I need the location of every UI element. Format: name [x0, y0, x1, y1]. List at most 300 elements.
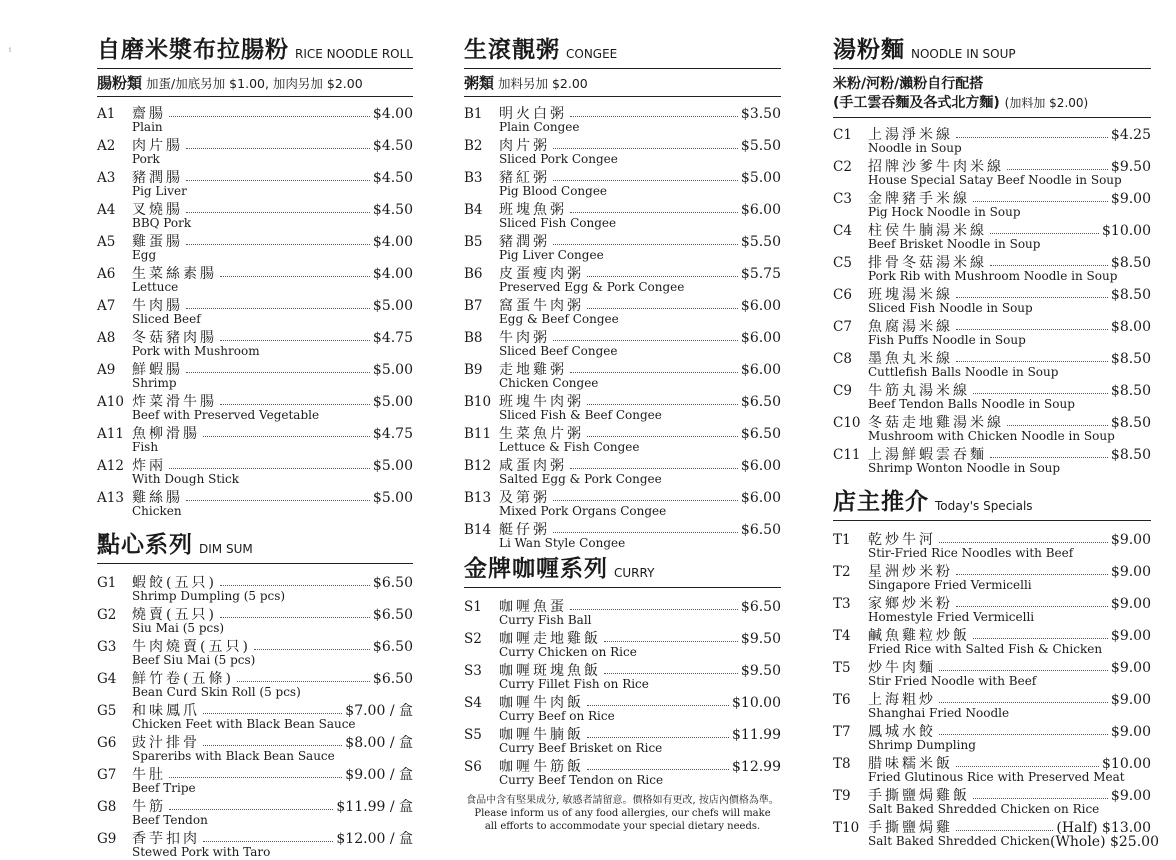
item-line-2 [499, 280, 781, 294]
dot-leader [220, 584, 370, 586]
menu-item [97, 359, 413, 391]
item-price: $10.00 [1102, 756, 1151, 772]
item-line [868, 156, 1151, 173]
item-body [499, 231, 781, 263]
item-body [499, 135, 781, 167]
item-line [499, 327, 781, 344]
item-line-2 [499, 120, 781, 134]
item-name-cn: 鹹魚雞粒炒飯 [868, 628, 970, 644]
item-name-cn: 上湯淨米線 [868, 127, 953, 143]
item-code: C5 [833, 255, 852, 271]
item-line-2 [132, 813, 413, 827]
item-line [499, 103, 781, 120]
item-price: $6.50 [740, 426, 781, 442]
item-code: A13 [97, 490, 124, 506]
item-name-en: Pig Liver [132, 184, 187, 198]
item-line-2 [499, 536, 781, 550]
item-code: T5 [833, 660, 851, 676]
item-name-en: Shrimp [132, 376, 177, 390]
item-price: $10.00 [1102, 223, 1151, 239]
item-name-en: Sliced Fish & Beef Congee [499, 408, 662, 422]
menu-item [464, 167, 781, 199]
item-code: B10 [464, 394, 492, 410]
sub-line-2: (手工雲吞麵及各式北方麵) [833, 95, 1000, 111]
item-body [499, 359, 781, 391]
item-line-2 [868, 429, 1151, 443]
item-name-en: Sliced Fish Congee [499, 216, 617, 230]
item-body [868, 657, 1151, 689]
item-name-cn: 明火白粥 [499, 106, 567, 122]
dot-leader [203, 712, 342, 714]
item-name-cn: 炸兩 [132, 458, 166, 474]
item-body [132, 295, 413, 327]
section-title-en: DIM SUM [199, 542, 253, 556]
item-body [132, 199, 413, 231]
item-price: $12.00 / 盒 [336, 831, 413, 847]
item-line [132, 103, 413, 120]
item-price: $5.50 [740, 138, 781, 154]
item-line [132, 700, 413, 717]
item-name-cn: 上湯鮮蝦雲吞麵 [868, 447, 987, 463]
item-price: $4.50 [372, 202, 413, 218]
item-code: T1 [833, 532, 851, 548]
item-name-en: BBQ Pork [132, 216, 192, 230]
item-price: $6.00 [740, 202, 781, 218]
menu-item [97, 636, 413, 668]
menu-item [464, 724, 781, 756]
item-price: $8.50 [1110, 255, 1151, 271]
menu-item [464, 660, 781, 692]
item-name-en: Egg [132, 248, 157, 262]
item-line [499, 423, 781, 440]
noodle-soup-header [833, 36, 1151, 69]
item-body [499, 103, 781, 135]
dot-leader [939, 733, 1108, 735]
item-name-en: Lettuce & Fish Congee [499, 440, 640, 454]
item-line-2 [132, 184, 413, 198]
item-name-en: Beef Siu Mai (5 pcs) [132, 653, 256, 667]
item-line [132, 295, 413, 312]
item-code: A11 [97, 426, 124, 442]
rice-noodle-roll-list [97, 103, 413, 519]
item-name-cn: 艇仔粥 [499, 522, 550, 538]
item-price: $5.00 [372, 458, 413, 474]
item-body [868, 284, 1151, 316]
item-line [868, 188, 1151, 205]
menu-item [833, 657, 1151, 689]
menu-item [464, 295, 781, 327]
item-price: $6.00 [740, 330, 781, 346]
item-line-2 [499, 184, 781, 198]
dot-leader [570, 608, 738, 610]
column-middle [464, 36, 781, 833]
item-name-en: Sliced Fish Noodle in Soup [868, 301, 1033, 315]
menu-item [97, 199, 413, 231]
sub-title-cn: 粥類 [464, 74, 495, 92]
item-code: T2 [833, 564, 851, 580]
item-price: $9.00 [1110, 692, 1151, 708]
item-line [499, 391, 781, 408]
item-code: C8 [833, 351, 852, 367]
menu-item [97, 135, 413, 167]
item-line [868, 785, 1151, 802]
item-code: A6 [97, 266, 116, 282]
item-body [868, 721, 1151, 753]
item-code: S3 [464, 663, 482, 679]
item-name-en: Mixed Pork Organs Congee [499, 504, 667, 518]
item-code: B7 [464, 298, 483, 314]
section-title-cn: 金牌咖喱系列 [464, 556, 608, 582]
item-name-en: Plain Congee [499, 120, 580, 134]
item-price: $8.50 [1110, 383, 1151, 399]
item-body [132, 700, 413, 732]
item-name-cn: 牛肉腸 [132, 298, 183, 314]
menu-item [833, 721, 1151, 753]
item-name-cn: 鮮竹卷(五條) [132, 671, 234, 687]
item-name-en: Shanghai Fried Noodle [868, 706, 1010, 720]
item-name-cn: 星洲炒米粉 [868, 564, 953, 580]
item-line-2 [868, 173, 1151, 187]
item-price-2: (Whole) $25.00 [1050, 834, 1159, 850]
item-price: $8.50 [1110, 351, 1151, 367]
item-body [868, 348, 1151, 380]
item-name-en: Salted Egg & Pork Congee [499, 472, 662, 486]
item-code: T6 [833, 692, 851, 708]
item-code: A1 [97, 106, 116, 122]
item-name-en: Pork [132, 152, 160, 166]
menu-item [464, 103, 781, 135]
item-name-en: Curry Chicken on Rice [499, 645, 637, 659]
dot-leader [939, 669, 1108, 671]
item-line-2 [868, 738, 1151, 752]
item-body [132, 263, 413, 295]
item-name-en: Beef Brisket Noodle in Soup [868, 237, 1041, 251]
item-price: $9.00 [1110, 596, 1151, 612]
item-line-2 [499, 741, 781, 755]
item-code: A7 [97, 298, 116, 314]
item-line-2 [868, 365, 1151, 379]
item-code: G7 [97, 767, 117, 783]
item-body [132, 732, 413, 764]
allergy-note-en-2: all efforts to accommodate your special dietary needs. [484, 821, 761, 832]
item-body [499, 628, 781, 660]
item-line-2 [499, 216, 781, 230]
item-line [132, 828, 413, 845]
section-title-en: NOODLE IN SOUP [911, 47, 1016, 61]
item-body [868, 220, 1151, 252]
item-name-cn: 腊味糯米飯 [868, 756, 953, 772]
item-name-en: Chicken Feet with Black Bean Sauce [132, 717, 356, 731]
menu-item [464, 487, 781, 519]
item-name-en: Pig Hock Noodle in Soup [868, 205, 1021, 219]
item-code: G3 [97, 639, 117, 655]
item-name-en: Bean Curd Skin Roll (5 pcs) [132, 685, 301, 699]
menu-item [97, 732, 413, 764]
item-line-2 [499, 677, 781, 691]
dot-leader [186, 499, 370, 501]
item-name-en: Curry Beef Brisket on Rice [499, 741, 663, 755]
item-price: $9.50 [1110, 159, 1151, 175]
item-code: B2 [464, 138, 483, 154]
item-line [132, 796, 413, 813]
item-line-2 [499, 773, 781, 787]
item-body [132, 636, 413, 668]
dot-leader [570, 115, 738, 117]
dot-leader [186, 307, 370, 309]
item-line [132, 263, 413, 280]
item-line-2 [499, 376, 781, 390]
menu-item [833, 561, 1151, 593]
item-name-en: Salt Baked Shredded Chicken [868, 834, 1051, 848]
menu-item [97, 764, 413, 796]
menu-item [97, 103, 413, 135]
menu-item [97, 295, 413, 327]
item-line-2 [132, 312, 413, 326]
item-body [868, 188, 1151, 220]
item-line-2 [499, 645, 781, 659]
menu-item [464, 628, 781, 660]
dot-leader [186, 211, 370, 213]
item-price: $5.00 [740, 170, 781, 186]
item-price: $3.50 [740, 106, 781, 122]
item-name-en: Cuttlefish Balls Noodle in Soup [868, 365, 1059, 379]
section-title-cn: 自磨米漿布拉腸粉 [97, 37, 289, 63]
menu-item [833, 529, 1151, 561]
item-line [499, 167, 781, 184]
menu-item [97, 604, 413, 636]
item-body [868, 156, 1151, 188]
item-line [868, 657, 1151, 674]
item-line [499, 295, 781, 312]
menu-item [464, 135, 781, 167]
item-body [132, 455, 413, 487]
item-line-2 [868, 642, 1151, 656]
item-name-en: Fried Glutinous Rice with Preserved Meat [868, 770, 1125, 784]
dot-leader [956, 328, 1108, 330]
item-name-en: Mushroom with Chicken Noodle in Soup [868, 429, 1115, 443]
item-name-cn: 柱侯牛腩湯米線 [868, 223, 987, 239]
item-name-en: Plain [132, 120, 163, 134]
item-line-2 [499, 709, 781, 723]
item-line [132, 167, 413, 184]
item-body [868, 753, 1151, 785]
item-name-cn: 墨魚丸米線 [868, 351, 953, 367]
item-name-cn: 家鄉炒米粉 [868, 596, 953, 612]
item-line-2 [868, 770, 1151, 784]
item-price: $8.50 [1110, 415, 1151, 431]
menu-item [833, 316, 1151, 348]
item-line-2 [868, 674, 1151, 688]
item-code: C1 [833, 127, 852, 143]
item-body [132, 796, 413, 828]
item-name-cn: 牛筋 [132, 799, 166, 815]
dot-leader [956, 829, 1053, 831]
item-name-cn: 肉片粥 [499, 138, 550, 154]
item-code: C3 [833, 191, 852, 207]
item-line [132, 423, 413, 440]
menu-item [464, 756, 781, 788]
specials-header [833, 488, 1151, 521]
dot-leader [1007, 168, 1108, 170]
item-name-en: Sliced Beef [132, 312, 201, 326]
dot-leader [203, 840, 333, 842]
item-name-en: Beef Tendon Balls Noodle in Soup [868, 397, 1075, 411]
dot-leader [604, 640, 738, 642]
dot-leader [587, 435, 738, 437]
menu-item [97, 231, 413, 263]
curry-header [464, 555, 781, 588]
item-price: $9.00 / 盒 [345, 767, 413, 783]
item-code: T10 [833, 820, 860, 836]
item-line-2 [868, 706, 1151, 720]
item-name-cn: 班塊湯米線 [868, 287, 953, 303]
item-body [868, 785, 1151, 817]
menu-item [833, 785, 1151, 817]
item-code: A12 [97, 458, 124, 474]
dot-leader [203, 744, 342, 746]
item-name-cn: 豬潤粥 [499, 234, 550, 250]
item-name-en: Shrimp Dumpling [868, 738, 976, 752]
item-name-en: Stir Fried Noodle with Beef [868, 674, 1037, 688]
rice-noodle-roll-header [97, 36, 413, 69]
item-line-2 [132, 504, 413, 518]
item-name-en: Pig Liver Congee [499, 248, 604, 262]
item-price: $5.00 [372, 394, 413, 410]
dot-leader [186, 371, 370, 373]
menu-item [464, 519, 781, 551]
item-name-cn: 冬菇走地雞湯米線 [868, 415, 1004, 431]
item-name-en: Curry Beef on Rice [499, 709, 615, 723]
item-price: $6.00 [740, 298, 781, 314]
allergy-note-en-1: Please inform us of any food allergies, our chefs will make [474, 808, 771, 819]
menu-item [464, 359, 781, 391]
item-body [868, 689, 1151, 721]
item-line-2 [132, 152, 413, 166]
item-name-en: Sliced Beef Congee [499, 344, 618, 358]
menu-item [97, 796, 413, 828]
item-code: G1 [97, 575, 117, 591]
item-line [499, 519, 781, 536]
allergy-note-cn: 食品中含有堅果成分, 敏感者請留意。價格如有更改, 按店內價格為準。 [466, 795, 779, 806]
item-line-2 [132, 685, 413, 699]
item-code: S5 [464, 727, 482, 743]
item-price: $12.99 [732, 759, 781, 775]
menu-item [464, 327, 781, 359]
section-title-en: CURRY [614, 566, 655, 580]
dot-leader [553, 179, 738, 181]
item-body [868, 444, 1151, 476]
congee-header [464, 36, 781, 69]
item-price: $9.50 [740, 663, 781, 679]
item-name-cn: 手撕鹽焗雞 [868, 820, 953, 836]
item-name-cn: 雞蛋腸 [132, 234, 183, 250]
item-name-en: Stir-Fried Rice Noodles with Beef [868, 546, 1074, 560]
item-price: $11.99 [732, 727, 781, 743]
item-body [132, 327, 413, 359]
item-body [132, 359, 413, 391]
item-body [132, 604, 413, 636]
item-line [132, 327, 413, 344]
item-line [132, 572, 413, 589]
item-price: $5.00 [372, 362, 413, 378]
item-line-2 [868, 397, 1151, 411]
item-name-en: Noodle in Soup [868, 141, 962, 155]
item-line [868, 412, 1151, 429]
item-line-2 [868, 834, 1159, 850]
item-price: $5.50 [740, 234, 781, 250]
item-line-2 [868, 141, 1151, 155]
item-body [132, 391, 413, 423]
item-name-cn: 炸菜滑牛腸 [132, 394, 217, 410]
item-code: T4 [833, 628, 851, 644]
dot-leader [956, 296, 1108, 298]
dot-leader [587, 307, 738, 309]
item-name-cn: 招牌沙爹牛肉米線 [868, 159, 1004, 175]
item-line [132, 604, 413, 621]
item-body [499, 596, 781, 628]
item-line-2 [132, 621, 413, 635]
dot-leader [990, 232, 1099, 234]
item-name-en: Pork with Mushroom [132, 344, 260, 358]
menu-item [464, 692, 781, 724]
menu-item [464, 455, 781, 487]
item-line-2 [868, 610, 1151, 624]
item-line [132, 487, 413, 504]
item-line [132, 359, 413, 376]
item-line-2 [132, 749, 413, 763]
item-name-cn: 窩蛋牛肉粥 [499, 298, 584, 314]
item-name-cn: 咖喱牛筋飯 [499, 759, 584, 775]
item-name-en: Curry Fillet Fish on Rice [499, 677, 649, 691]
item-line-2 [132, 280, 413, 294]
dot-leader [169, 467, 370, 469]
item-body [132, 167, 413, 199]
item-name-en: Singapore Fried Vermicelli [868, 578, 1032, 592]
section-title-cn: 點心系列 [97, 532, 193, 558]
item-body [132, 572, 413, 604]
item-line-2 [132, 408, 413, 422]
item-price: $5.00 [372, 490, 413, 506]
item-body [868, 817, 1159, 850]
congee-subheader [464, 75, 781, 92]
item-line [132, 391, 413, 408]
item-line-2 [132, 472, 413, 486]
section-title-cn: 生滾靚粥 [464, 37, 560, 63]
item-code: C10 [833, 415, 861, 431]
section-title-en: CONGEE [566, 47, 618, 61]
section-title-cn: 店主推介 [833, 489, 929, 515]
item-price: $9.00 [1110, 660, 1151, 676]
item-body [499, 660, 781, 692]
item-price: $8.50 [1110, 287, 1151, 303]
item-price: $4.50 [372, 138, 413, 154]
sub-extra-note: 加料另加 $2.00 [498, 76, 588, 91]
dot-leader [169, 776, 342, 778]
item-body [499, 724, 781, 756]
menu-item [833, 625, 1151, 657]
item-line [868, 529, 1151, 546]
sub-line-1: 米粉/河粉/瀨粉自行配搭 [833, 76, 984, 92]
item-body [868, 561, 1151, 593]
item-price: $6.50 [740, 394, 781, 410]
dot-leader [939, 701, 1108, 703]
dot-leader [570, 467, 738, 469]
item-name-en: Fish Puffs Noodle in Soup [868, 333, 1026, 347]
item-name-cn: 香芋扣肉 [132, 831, 200, 847]
item-code: A8 [97, 330, 116, 346]
item-code: C4 [833, 223, 852, 239]
item-name-cn: 生菜絲素腸 [132, 266, 217, 282]
